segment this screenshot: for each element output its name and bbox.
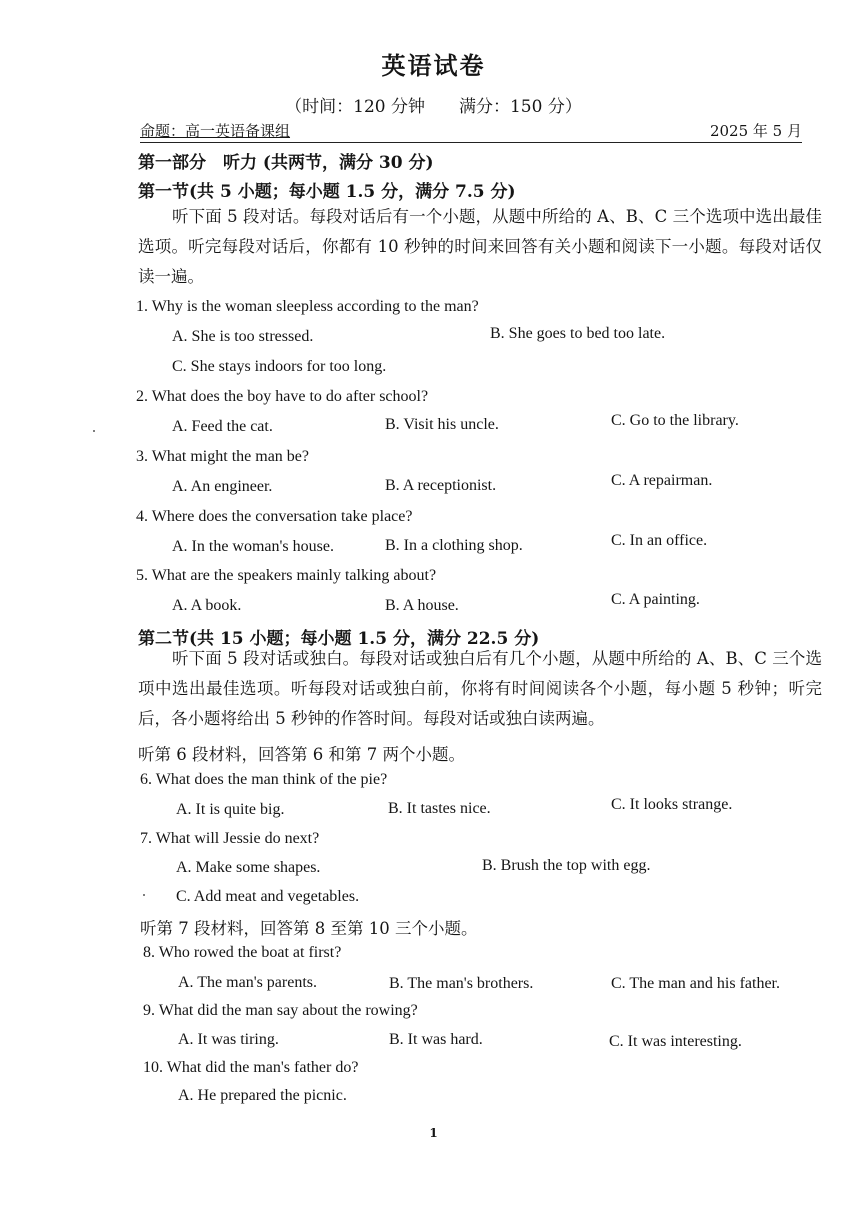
q7-option-c: C. Add meat and vegetables.: [176, 888, 360, 905]
q4-option-b: B. In a clothing shop.: [385, 537, 523, 554]
question-7: 7. What will Jessie do next?: [140, 830, 320, 847]
q7-option-a: A. Make some shapes.: [176, 859, 321, 876]
q6-option-c: C. It looks strange.: [611, 796, 733, 813]
exam-author: 命题：高一英语备课组: [140, 122, 291, 140]
question-3: 3. What might the man be?: [136, 448, 309, 465]
question-9: 9. What did the man say about the rowing?: [143, 1002, 418, 1019]
exam-title: 英语试卷: [381, 51, 486, 80]
q8-option-b: B. The man's brothers.: [389, 975, 534, 992]
exam-date: 2025 年 5 月: [709, 122, 802, 140]
q9-option-b: B. It was hard.: [389, 1031, 483, 1048]
q9-option-a: A. It was tiring.: [178, 1031, 279, 1048]
q1-option-b: B. She goes to bed too late.: [490, 325, 666, 342]
q6-option-a: A. It is quite big.: [176, 801, 285, 818]
q5-option-a: A. A book.: [172, 597, 242, 614]
q1-option-c: C. She stays indoors for too long.: [172, 358, 387, 375]
scan-speck: [93, 430, 95, 432]
section1-instructions: 听下面 5 段对话。每段对话后有一个小题，从题中所给的 A、B、C 三个选项中选出最佳选项。听完每段对话后，你都有 10 秒钟的时间来回答有关小题和阅读下一小题。每段对话仅读一遍。: [138, 207, 822, 286]
question-10: 10. What did the man's father do?: [143, 1059, 359, 1076]
material-7-instruction: 听第 7 段材料，回答第 8 至第 10 三个小题。: [140, 919, 478, 938]
q9-option-c: C. It was interesting.: [609, 1033, 742, 1050]
question-6: 6. What does the man think of the pie?: [140, 771, 388, 788]
question-5: 5. What are the speakers mainly talking about?: [136, 567, 437, 584]
q4-option-a: A. In the woman's house.: [172, 538, 334, 555]
exam-meta-row: [140, 120, 802, 143]
q2-option-a: A. Feed the cat.: [172, 418, 273, 435]
q8-option-a: A. The man's parents.: [178, 974, 317, 991]
question-1: 1. Why is the woman sleepless according to the man?: [136, 298, 479, 315]
material-6-instruction: 听第 6 段材料，回答第 6 和第 7 两个小题。: [138, 745, 465, 764]
q4-option-c: C. In an office.: [611, 532, 708, 549]
q2-option-c: C. Go to the library.: [611, 412, 739, 429]
q8-option-c: C. The man and his father.: [611, 975, 780, 992]
question-2: 2. What does the boy have to do after school?: [136, 388, 429, 405]
q3-option-a: A. An engineer.: [172, 478, 273, 495]
q5-option-b: B. A house.: [385, 597, 459, 614]
section2-instructions: 听下面 5 段对话或独白。每段对话或独白后有几个小题，从题中所给的 A、B、C 三个选项中选出最佳选项。听每段对话或独白前，你将有时间阅读各个小题，每小题 5 秒钟；听完后，各小题将给出 5 秒钟的作答时间。每段对话或独白读两遍。: [138, 649, 822, 728]
question-4: 4. Where does the conversation take place?: [136, 508, 413, 525]
exam-time-score: （时间：120 分钟 满分：150 分）: [285, 97, 582, 117]
question-8: 8. Who rowed the boat at first?: [143, 944, 342, 961]
q5-option-c: C. A painting.: [611, 591, 700, 608]
q3-option-c: C. A repairman.: [611, 472, 713, 489]
page-number: 1: [429, 1126, 438, 1140]
section2-heading: 第二节(共 15 小题；每小题 1.5 分，满分 22.5 分): [138, 629, 540, 649]
q10-option-a: A. He prepared the picnic.: [178, 1087, 347, 1104]
q6-option-b: B. It tastes nice.: [388, 800, 491, 817]
part1-heading: 第一部分 听力 (共两节，满分 30 分): [138, 153, 434, 173]
q2-option-b: B. Visit his uncle.: [385, 416, 499, 433]
q7-option-b: B. Brush the top with egg.: [482, 857, 651, 874]
scan-speck: [143, 894, 145, 896]
q3-option-b: B. A receptionist.: [385, 477, 497, 494]
q1-option-a: A. She is too stressed.: [172, 328, 314, 345]
section1-heading: 第一节(共 5 小题；每小题 1.5 分，满分 7.5 分): [138, 182, 516, 202]
